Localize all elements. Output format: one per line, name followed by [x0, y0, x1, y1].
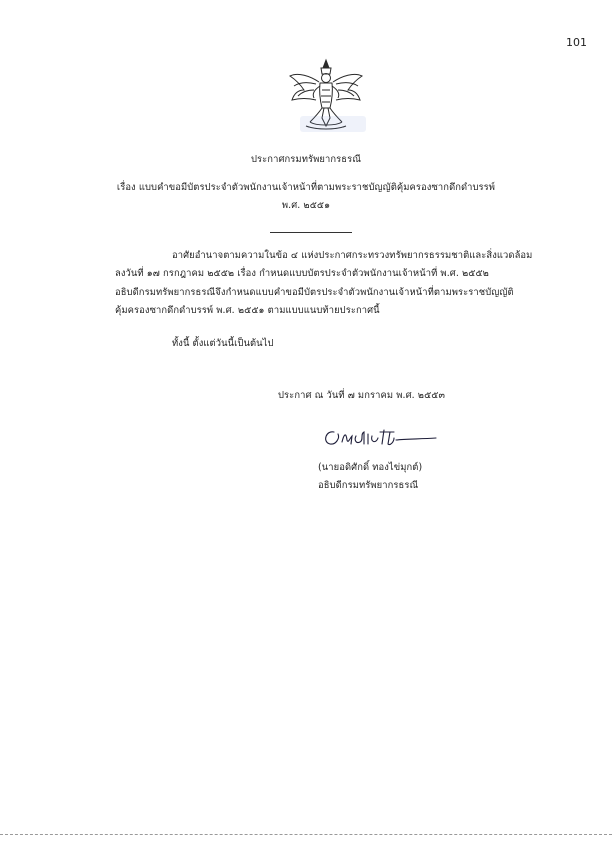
- title-divider: [270, 232, 352, 233]
- page-number: 101: [566, 36, 587, 49]
- signer-title: อธิบดีกรมทรัพยากรธรณี: [318, 480, 419, 491]
- signer-name: (นายอดิศักดิ์ ทองไข่มุกต์): [318, 462, 423, 473]
- effective-clause: ทั้งนี้ ตั้งแต่วันนี้เป็นต้นไป: [172, 338, 274, 349]
- scan-edge: [0, 834, 612, 835]
- paragraph-line: อธิบดีกรมทรัพยากรธรณีจึงกำหนดแบบคำขอมีบัตรประจำตัวพนักงานเจ้าหน้าที่ตามพระราชบัญญัติ: [115, 287, 514, 298]
- scan-smudge: [300, 116, 366, 132]
- paragraph-line: ลงวันที่ ๑๗ กรกฎาคม ๒๕๕๒ เรื่อง กำหนดแบบบัตรประจำตัวพนักงานเจ้าหน้าที่ พ.ศ. ๒๕๕๒: [115, 268, 489, 279]
- paragraph-line: อาศัยอำนาจตามความในข้อ ๔ แห่งประกาศกระทรวงทรัพยากรธรรมชาติและสิ่งแวดล้อม: [172, 250, 533, 261]
- announcement-date: ประกาศ ณ วันที่ ๗ มกราคม พ.ศ. ๒๕๕๓: [278, 390, 445, 401]
- paragraph-line: คุ้มครองซากดึกดำบรรพ์ พ.ศ. ๒๕๕๑ ตามแบบแนบท้ายประกาศนี้: [115, 305, 380, 316]
- announcement-year: พ.ศ. ๒๕๕๑: [281, 200, 331, 211]
- announcement-title: ประกาศกรมทรัพยากรธรณี: [250, 154, 362, 165]
- handwritten-signature: [320, 424, 440, 452]
- announcement-subject: เรื่อง แบบคำขอมีบัตรประจำตัวพนักงานเจ้าหน้าที่ตามพระราชบัญญัติคุ้มครองซากดึกดำบรรพ์: [116, 182, 496, 193]
